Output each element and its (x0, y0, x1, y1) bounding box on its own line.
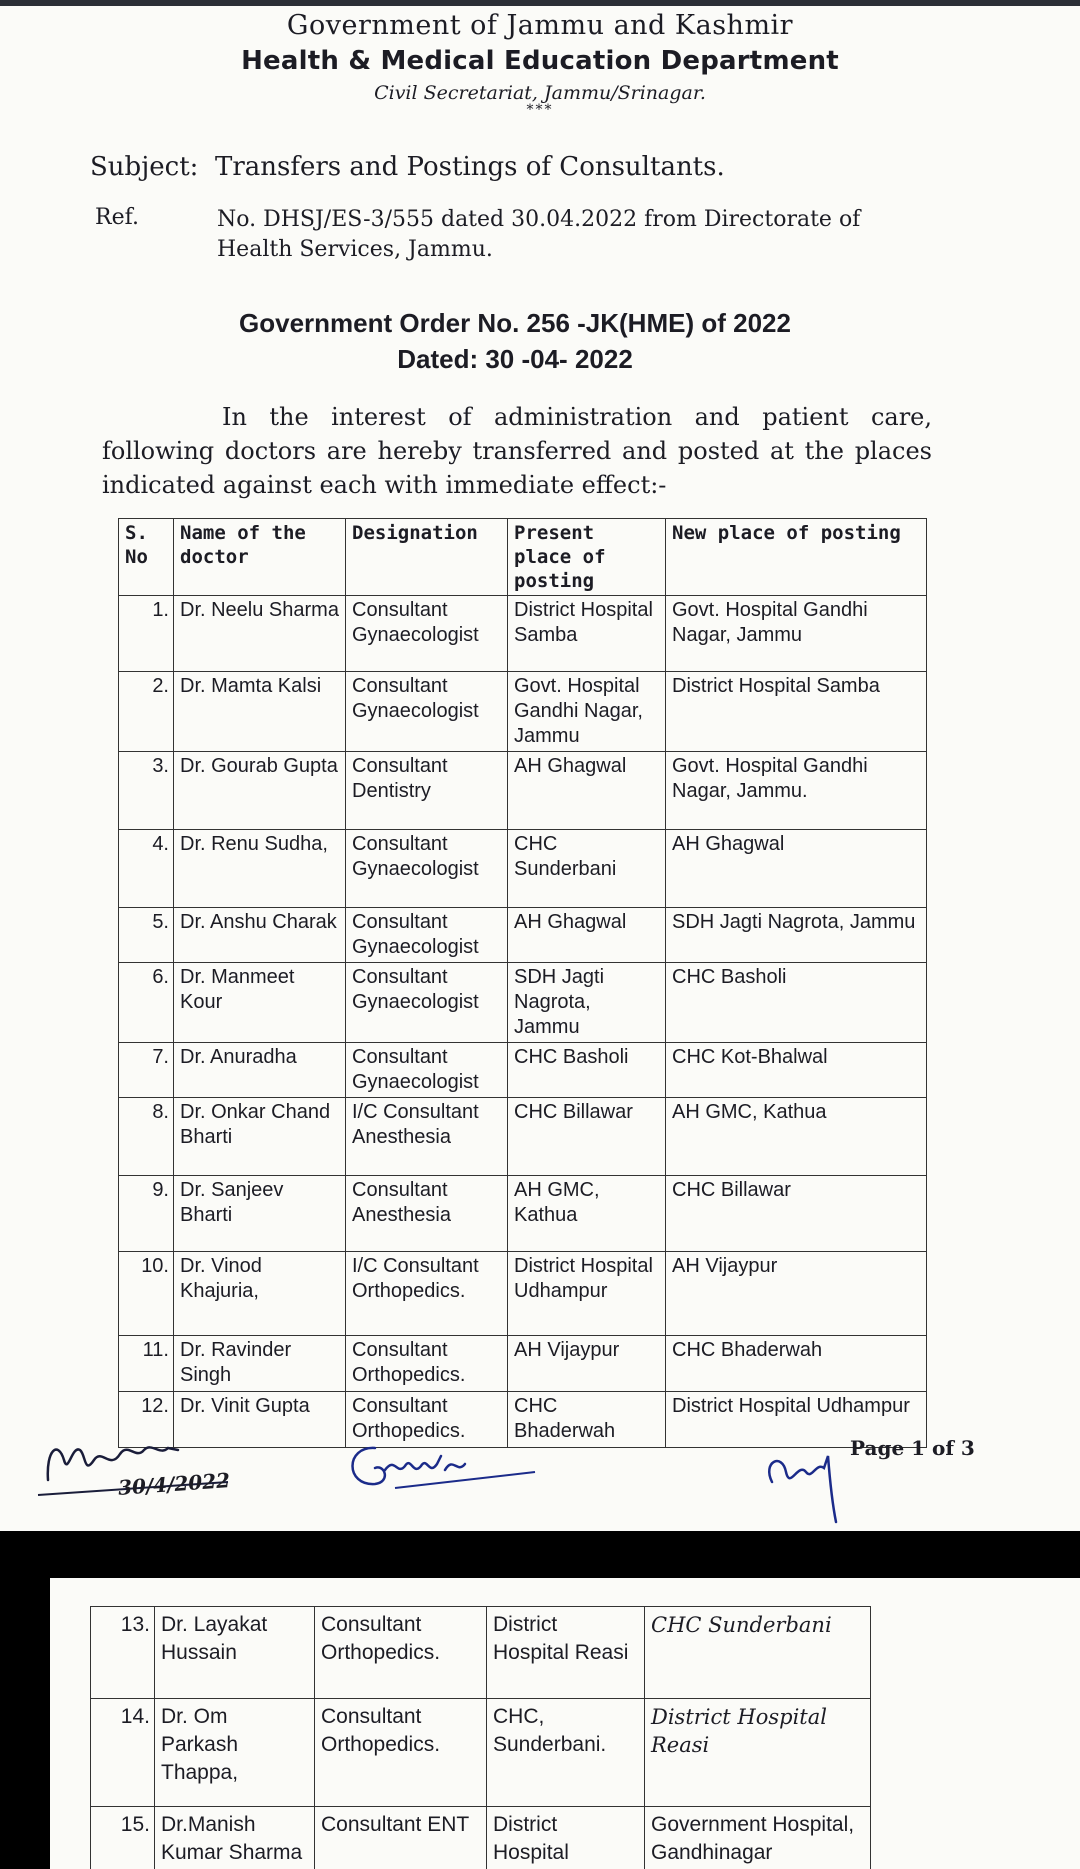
header-designation: Designation (346, 519, 508, 596)
transfer-table-continued (90, 1606, 871, 1869)
row-sno: 7. (119, 1043, 174, 1098)
subject-text: Transfers and Postings of Consultants. (215, 152, 725, 182)
row-present-place: Govt. Hospital Gandhi Nagar, Jammu (508, 672, 666, 752)
row-sno: 8. (119, 1098, 174, 1176)
row-new-place: CHC Basholi (666, 963, 927, 1043)
row-sno: 4. (119, 830, 174, 908)
page-number: Page 1 of 3 (850, 1436, 975, 1460)
row-name: Dr. Gourab Gupta (174, 752, 346, 830)
row-new-place: Govt. Hospital Gandhi Nagar, Jammu. (666, 752, 927, 830)
row-new-place: District Hospital Samba (666, 672, 927, 752)
row-new-place: CHC Bhaderwah (666, 1336, 927, 1392)
row-name: Dr. Anuradha (174, 1043, 346, 1098)
signature-2 (335, 1426, 545, 1506)
row-name: Dr. Neelu Sharma (174, 596, 346, 672)
row-designation: Consultant Gynaecologist (346, 908, 508, 963)
row-designation: Consultant Orthopedics. (315, 1699, 487, 1807)
row-new-place: AH Vijaypur (666, 1252, 927, 1336)
row-name: Dr.Manish Kumar Sharma (155, 1807, 315, 1869)
row-designation: Consultant ENT (315, 1807, 487, 1869)
row-designation: Consultant Dentistry (346, 752, 508, 830)
row-present-place: District Hospital Reasi (487, 1607, 645, 1699)
secretariat-line: Civil Secretariat, Jammu/Srinagar. (374, 82, 706, 104)
subject-label: Subject: (90, 152, 199, 182)
table-row (119, 752, 927, 830)
header-name: Name of the doctor (174, 519, 346, 596)
row-present-place: AH Vijaypur (508, 1336, 666, 1392)
row-present-place: SDH Jagti Nagrota, Jammu (508, 963, 666, 1043)
row-sno: 6. (119, 963, 174, 1043)
row-present-place: District Hospital (487, 1807, 645, 1869)
table-row (119, 1098, 927, 1176)
row-new-place: CHC Sunderbani (645, 1607, 871, 1699)
row-sno: 9. (119, 1176, 174, 1252)
row-name: Dr. Ravinder Singh (174, 1336, 346, 1392)
table-row (119, 1252, 927, 1336)
government-heading: Government of Jammu and Kashmir (286, 10, 794, 41)
separator-stars: *** (526, 102, 554, 118)
row-name: Dr. Onkar Chand Bharti (174, 1098, 346, 1176)
row-sno: 12. (119, 1392, 174, 1448)
row-name: Dr. Sanjeev Bharti (174, 1176, 346, 1252)
table-row (119, 596, 927, 672)
table-header-row (119, 519, 927, 596)
reference-text: No. DHSJ/ES-3/555 dated 30.04.2022 from Directorate of Health Services, Jammu. (217, 207, 861, 262)
signature-date: 30/4/2022 (117, 1468, 231, 1500)
row-designation: Consultant Orthopedics. (315, 1607, 487, 1699)
row-designation: Consultant Gynaecologist (346, 963, 508, 1043)
table-row (119, 1043, 927, 1098)
row-name: Dr. Mamta Kalsi (174, 672, 346, 752)
header-new-place: New place of posting (666, 519, 927, 596)
row-present-place: AH GMC, Kathua (508, 1176, 666, 1252)
row-designation: Consultant Orthopedics. (346, 1336, 508, 1392)
row-new-place: Govt. Hospital Gandhi Nagar, Jammu (666, 596, 927, 672)
row-present-place: CHC, Sunderbani. (487, 1699, 645, 1807)
table-row (91, 1699, 871, 1807)
row-name: Dr. Vinod Khajuria, (174, 1252, 346, 1336)
row-sno: 1. (119, 596, 174, 672)
row-designation: Consultant Gynaecologist (346, 830, 508, 908)
row-present-place: AH Ghagwal (508, 752, 666, 830)
top-edge (0, 0, 1080, 6)
row-present-place: District Hospital Samba (508, 596, 666, 672)
row-sno: 3. (119, 752, 174, 830)
row-new-place: District Hospital Reasi (645, 1699, 871, 1807)
row-sno: 5. (119, 908, 174, 963)
row-new-place: SDH Jagti Nagrota, Jammu (666, 908, 927, 963)
table-row (119, 830, 927, 908)
table-row (91, 1807, 871, 1869)
intro-paragraph: In the interest of administration and patient care, following doctors are hereby transferred and posted at the places indicated against each with immediate effect:- (102, 403, 932, 499)
row-present-place: CHC Bhaderwah (508, 1392, 666, 1448)
row-name: Dr. Anshu Charak (174, 908, 346, 963)
row-new-place: AH Ghagwal (666, 830, 927, 908)
document-page-2 (50, 1578, 1080, 1869)
order-date: Dated: 30 -04- 2022 (397, 344, 633, 374)
row-designation: Consultant Gynaecologist (346, 596, 508, 672)
row-present-place: AH Ghagwal (508, 908, 666, 963)
row-new-place: District Hospital Udhampur (666, 1392, 927, 1448)
table-row (119, 672, 927, 752)
row-sno: 2. (119, 672, 174, 752)
row-present-place: CHC Billawar (508, 1098, 666, 1176)
row-new-place: CHC Kot-Bhalwal (666, 1043, 927, 1098)
row-new-place: CHC Billawar (666, 1176, 927, 1252)
row-name: Dr. Om Parkash Thappa, (155, 1699, 315, 1807)
table-row (119, 963, 927, 1043)
row-sno: 14. (91, 1699, 155, 1807)
row-new-place: AH GMC, Kathua (666, 1098, 927, 1176)
row-sno: 11. (119, 1336, 174, 1392)
row-present-place: CHC Basholi (508, 1043, 666, 1098)
table-row (119, 1336, 927, 1392)
row-present-place: District Hospital Udhampur (508, 1252, 666, 1336)
row-name: Dr. Vinit Gupta (174, 1392, 346, 1448)
table-row (91, 1607, 871, 1699)
table-row (119, 1176, 927, 1252)
row-new-place: Government Hospital, Gandhinagar (645, 1807, 871, 1869)
row-designation: Consultant Gynaecologist (346, 1043, 508, 1098)
table-row (119, 908, 927, 963)
row-name: Dr. Manmeet Kour (174, 963, 346, 1043)
header-present-place: Present place of posting (508, 519, 666, 596)
row-designation: Consultant Anesthesia (346, 1176, 508, 1252)
row-designation: Consultant Gynaecologist (346, 672, 508, 752)
row-name: Dr. Renu Sudha, (174, 830, 346, 908)
row-sno: 13. (91, 1607, 155, 1699)
reference-label: Ref. (95, 205, 139, 230)
header-sno: S. No (119, 519, 174, 596)
row-designation: I/C Consultant Orthopedics. (346, 1252, 508, 1336)
row-sno: 10. (119, 1252, 174, 1336)
signature-3 (752, 1432, 862, 1531)
row-name: Dr. Layakat Hussain (155, 1607, 315, 1699)
row-present-place: CHC Sunderbani (508, 830, 666, 908)
row-designation: I/C Consultant Anesthesia (346, 1098, 508, 1176)
row-designation: Consultant Orthopedics. (346, 1392, 508, 1448)
order-number: Government Order No. 256 -JK(HME) of 2022 (239, 308, 791, 338)
transfer-table (118, 518, 927, 1448)
row-sno: 15. (91, 1807, 155, 1869)
department-heading: Health & Medical Education Department (241, 46, 839, 76)
